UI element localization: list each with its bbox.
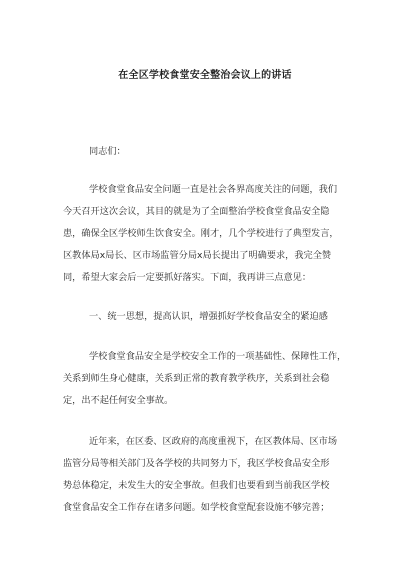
paragraph-3-line-3: 势总体稳定，未发生大的安全事故。但我们也要看到当前我区学校 <box>63 480 330 491</box>
paragraph-2-line-3: 定，出不起任何安全事故。 <box>63 395 174 406</box>
paragraph-1-line-3: 患，确保全区学校师生饮食安全。刚才，几个学校进行了典型发言， <box>63 228 339 239</box>
section-heading-1: 一、统一思想，提高认识，增强抓好学校食品安全的紧迫感 <box>89 311 328 322</box>
paragraph-3-line-4: 食堂食品安全工作存在诸多问题。如学校食堂配套设施不够完善； <box>63 502 330 513</box>
document-title: 在全区学校食堂安全整治会议上的讲话 <box>118 70 292 81</box>
paragraph-1-line-5: 同，希望大家会后一定要抓好落实。下面，我再讲三点意见： <box>63 272 312 283</box>
paragraph-2-line-1: 学校食堂食品安全是学校安全工作的一项基础性、保障性工作， <box>89 351 347 362</box>
paragraph-1-line-1: 学校食堂食品安全问题一直是社会各界高度关注的问题，我们 <box>89 184 338 195</box>
paragraph-1-line-2: 今天召开这次会议，其目的就是为了全面整治学校食堂食品安全隐 <box>63 206 330 217</box>
paragraph-1-line-4: 区教体局x局长、区市场监管分局x局长提出了明确要求，我完全赞 <box>63 250 332 261</box>
paragraph-3-line-2: 监管分局等相关部门及各学校的共同努力下，我区学校食品安全形 <box>63 458 330 469</box>
paragraph-3-line-1: 近年来，在区委、区政府的高度重视下，在区教体局、区市场 <box>89 436 338 447</box>
salutation: 同志们： <box>89 146 126 157</box>
paragraph-2-line-2: 关系到师生身心健康，关系到正常的教育教学秩序，关系到社会稳 <box>63 373 330 384</box>
